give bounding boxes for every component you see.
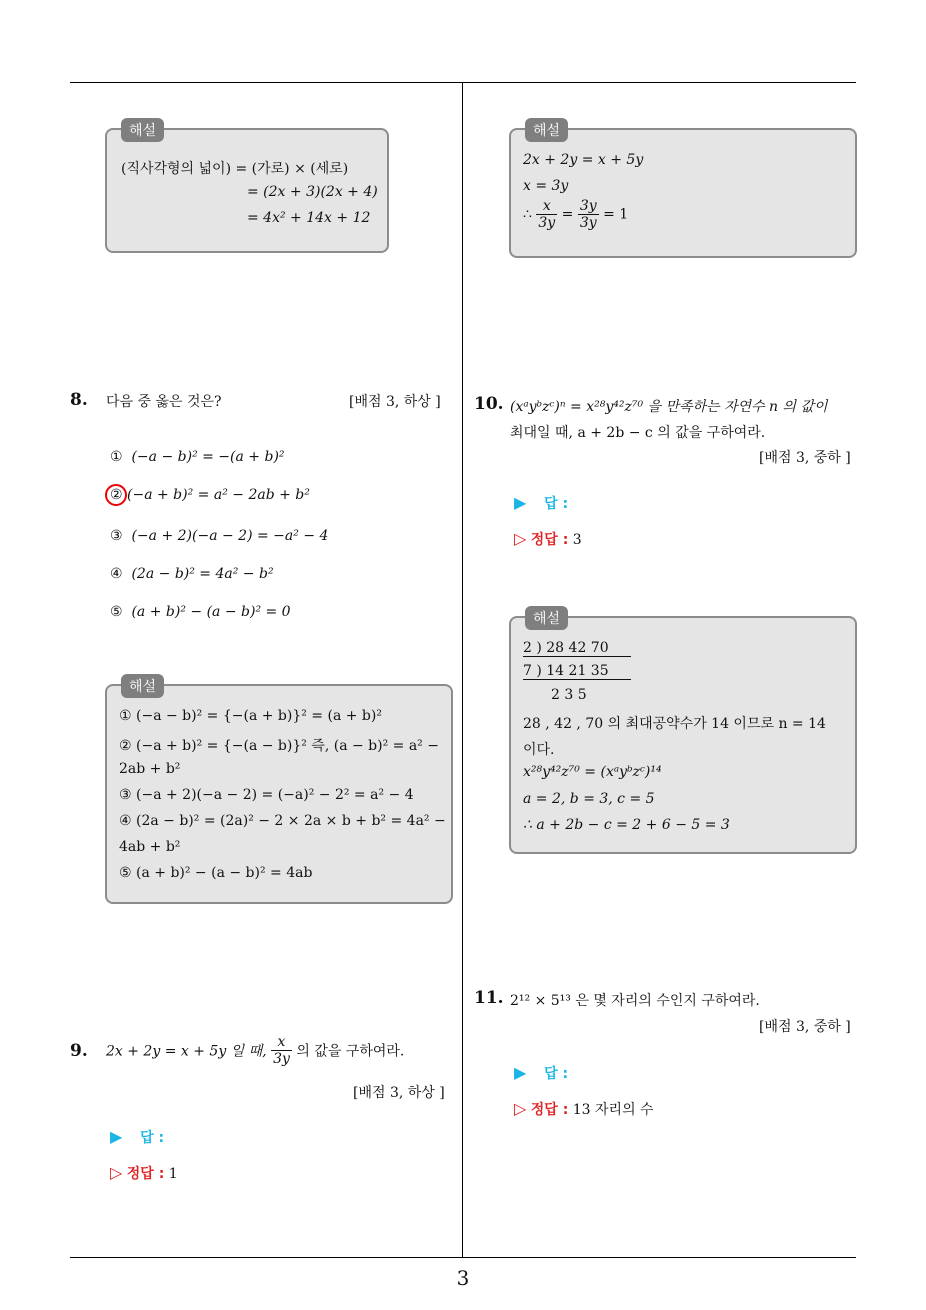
solution-box-q8	[105, 679, 453, 904]
division-row: 2 ) 28 42 70	[523, 640, 631, 657]
solution-line: ∴ a + 2b − c = 2 + 6 − 5 = 3	[523, 817, 730, 833]
answer-line-q11: ▶ 답 :	[514, 1063, 569, 1082]
solution-line: 이다.	[523, 742, 555, 758]
question-9-score: [배점 3, 하상 ]	[353, 1085, 445, 1101]
question-10-line1: (xᵃyᵇzᶜ)ⁿ = x²⁸y⁴²z⁷⁰ 을 만족하는 자연수 n 의 값이	[510, 399, 828, 415]
top-rule	[70, 82, 856, 83]
column-divider	[462, 82, 463, 1258]
play-outline-icon: ▷	[514, 1099, 527, 1118]
solution-line: a = 2, b = 3, c = 5	[523, 791, 655, 807]
solution-fraction-line: ∴ $\frac{x}{3y}$ = $\frac{3y}{3y}$ = 1	[523, 198, 629, 231]
bottom-rule	[70, 1257, 856, 1258]
play-icon: ▶	[514, 493, 527, 512]
question-8-score: [배점 3, 하상 ]	[349, 394, 441, 410]
solution-box-q10	[509, 611, 857, 854]
page-number: 3	[456, 1266, 470, 1290]
solution-line: 4ab + b²	[119, 839, 181, 855]
solution-box-q-prev	[509, 123, 857, 258]
choice-1: ① (−a − b)² = −(a + b)²	[110, 449, 285, 465]
question-10-line2: 최대일 때, a + 2b − c 의 값을 구하여라.	[510, 425, 766, 441]
solution-line: x²⁸y⁴²z⁷⁰ = (xᵃyᵇzᶜ)¹⁴	[523, 764, 662, 780]
play-icon: ▶	[110, 1127, 123, 1146]
play-outline-icon: ▷	[514, 529, 527, 548]
solution-line: 2x + 2y = x + 5y	[523, 152, 644, 168]
solution-line: 28 , 42 , 70 의 최대공약수가 14 이므로 n = 14	[523, 716, 826, 732]
solution-box-rectangle	[105, 123, 389, 253]
question-9-number: 9.	[70, 1041, 88, 1061]
question-11-score: [배점 3, 중하 ]	[759, 1019, 851, 1035]
question-11-number: 11.	[474, 988, 504, 1008]
solution-line: x = 3y	[523, 178, 569, 194]
solution-line: 2ab + b²	[119, 761, 181, 777]
choice-3: ③ (−a + 2)(−a − 2) = −a² − 4	[110, 528, 329, 544]
solution-tag: 해설	[121, 674, 164, 698]
correct-answer-q10: ▷ 정답 : 3	[514, 529, 582, 548]
division-result: 2 3 5	[551, 687, 587, 703]
choice-5: ⑤ (a + b)² − (a − b)² = 0	[110, 604, 291, 620]
question-10-number: 10.	[474, 394, 504, 414]
correct-answer-q9: ▷ 정답 : 1	[110, 1163, 178, 1182]
solution-tag: 해설	[525, 606, 568, 630]
solution-line: ④ (2a − b)² = (2a)² − 2 × 2a × b + b² = 4a² −	[119, 813, 446, 829]
choice-2: ② (−a + b)² = a² − 2ab + b²	[110, 487, 310, 503]
solution-line: ② (−a + b)² = {−(a − b)}² 즉, (a − b)² = a² −	[119, 738, 439, 754]
question-10-score: [배점 3, 중하 ]	[759, 450, 851, 466]
question-11-text: 2¹² × 5¹³ 은 몇 자리의 수인지 구하여라.	[510, 993, 760, 1009]
play-outline-icon: ▷	[110, 1163, 123, 1182]
correct-answer-q11: ▷ 정답 : 13 자리의 수	[514, 1099, 654, 1118]
solution-tag: 해설	[525, 118, 568, 142]
solution-line: ⑤ (a + b)² − (a − b)² = 4ab	[119, 865, 313, 881]
solution-line: = 4x² + 14x + 12	[247, 210, 371, 226]
division-row: 7 ) 14 21 35	[523, 663, 631, 680]
answer-line-q10: ▶ 답 :	[514, 493, 569, 512]
solution-line: ③ (−a + 2)(−a − 2) = (−a)² − 2² = a² − 4	[119, 787, 414, 803]
answer-line-q9: ▶ 답 :	[110, 1127, 165, 1146]
question-9-text: 2x + 2y = x + 5y 일 때, $\frac{x}{3y}$ 의 값을 구하여라.	[106, 1034, 405, 1067]
solution-line: = (2x + 3)(2x + 4)	[247, 184, 378, 200]
solution-line: ① (−a − b)² = {−(a + b)}² = (a + b)²	[119, 708, 382, 724]
choice-4: ④ (2a − b)² = 4a² − b²	[110, 566, 274, 582]
solution-tag: 해설	[121, 118, 164, 142]
solution-line: (직사각형의 넓이) = (가로) × (세로)	[121, 161, 349, 177]
question-8-text: 다음 중 옳은 것은?	[106, 394, 222, 410]
play-icon: ▶	[514, 1063, 527, 1082]
question-8-number: 8.	[70, 390, 88, 410]
